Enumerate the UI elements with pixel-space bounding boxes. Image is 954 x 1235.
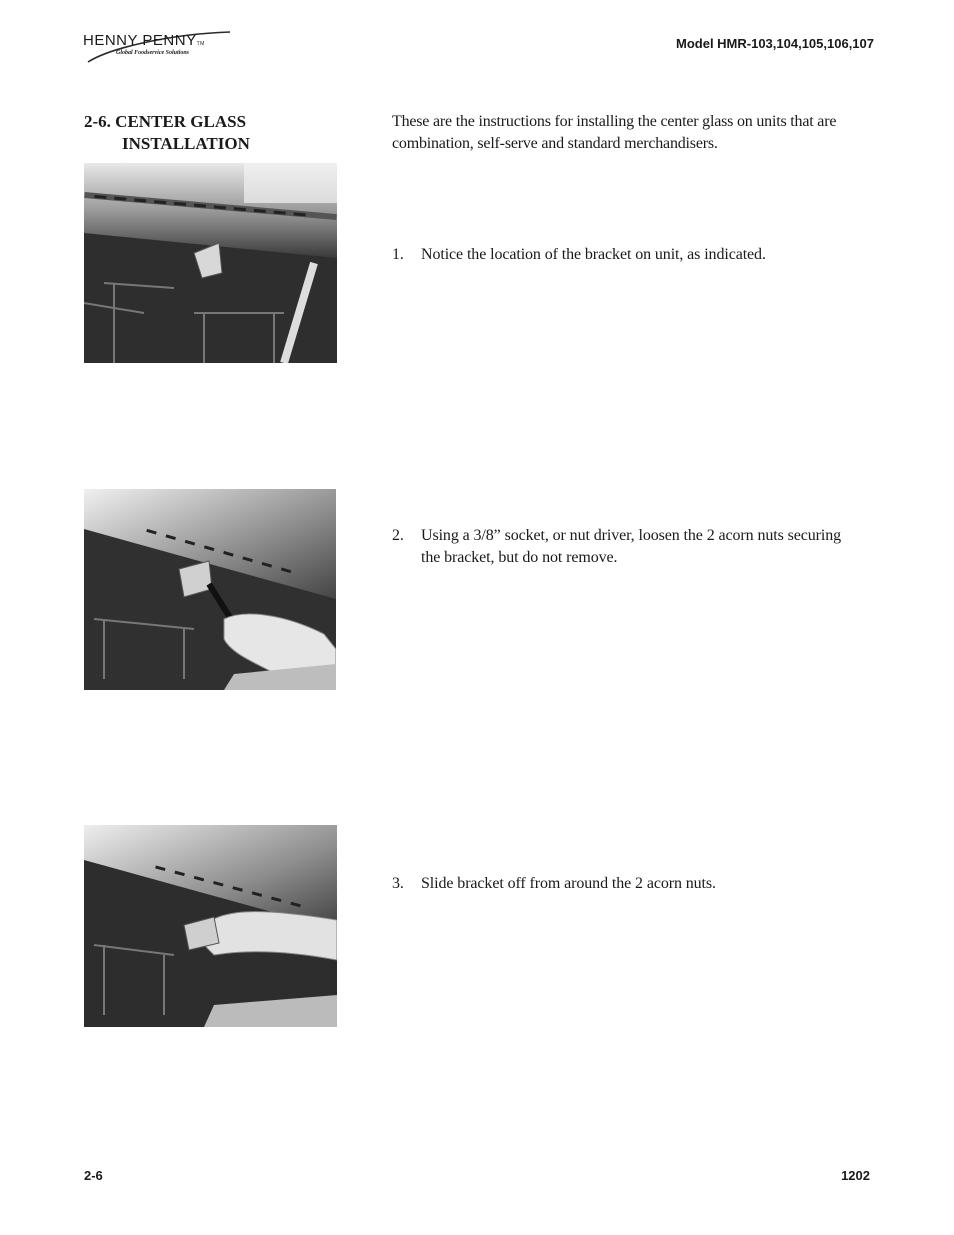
section-heading bbox=[84, 111, 250, 155]
logo-trademark: TM bbox=[196, 41, 205, 47]
photo-loosen-acorn-nuts bbox=[84, 489, 336, 690]
section-title-line2: INSTALLATION bbox=[122, 134, 250, 153]
photo-slide-bracket-off bbox=[84, 825, 337, 1027]
model-number: Model HMR-103,104,105,106,107 bbox=[676, 36, 874, 51]
step-text: Slide bracket off from around the 2 acorn nuts. bbox=[421, 875, 716, 892]
photo-bracket-location bbox=[84, 163, 337, 363]
logo-wordmark: HENNY PENNYTM bbox=[83, 32, 205, 49]
step-2 bbox=[392, 525, 862, 569]
step-number: 2. bbox=[392, 527, 404, 544]
step-number: 1. bbox=[392, 246, 404, 263]
step-3 bbox=[392, 873, 862, 895]
page-number: 2-6 bbox=[84, 1168, 103, 1183]
intro-paragraph: These are the instructions for installing the center glass on units that are combination, self-serve and standard merchandisers. bbox=[392, 113, 837, 152]
logo-tagline: Global Foodservice Solutions bbox=[116, 50, 190, 56]
step-text: Using a 3/8” socket, or nut driver, loosen the 2 acorn nuts securing the bracket, but do not remove. bbox=[421, 527, 842, 566]
henny-penny-logo bbox=[80, 26, 240, 66]
document-code: 1202 bbox=[841, 1168, 870, 1183]
step-1 bbox=[392, 244, 862, 266]
step-text: Notice the location of the bracket on unit, as indicated. bbox=[421, 246, 766, 263]
section-title-line1: CENTER GLASS bbox=[115, 112, 247, 131]
step-number: 3. bbox=[392, 875, 404, 892]
section-number: 2-6. bbox=[84, 112, 111, 131]
